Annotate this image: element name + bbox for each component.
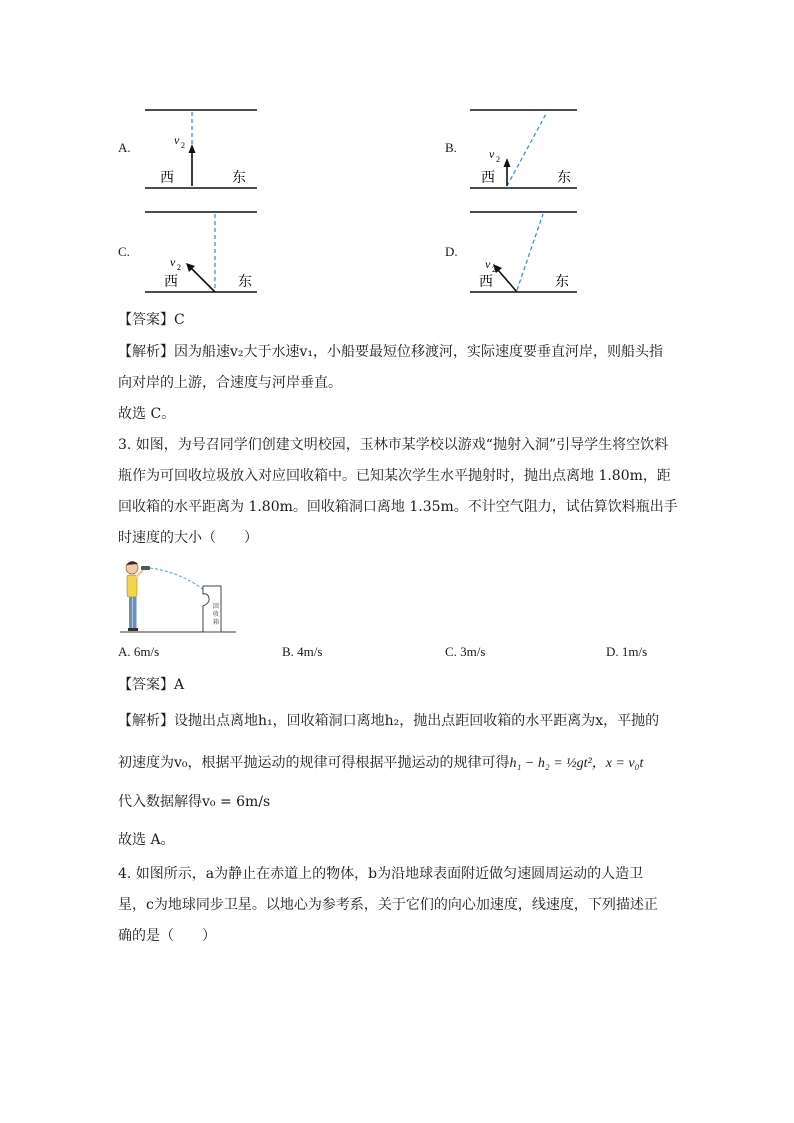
q3-line4: 时速度的大小（ ） — [118, 530, 258, 546]
q2-conclusion: 故选 C。 — [118, 406, 176, 422]
diagram-c-west: 西 — [164, 274, 178, 290]
option-b-letter: B. — [445, 140, 457, 155]
svg-text:v: v — [489, 147, 495, 161]
diagram-b — [465, 100, 590, 195]
option-c-letter: C. — [118, 244, 130, 259]
q3-conclusion: 故选 A。 — [118, 832, 175, 848]
box-char-3: 箱 — [213, 619, 220, 626]
option-a-letter: A. — [118, 140, 131, 155]
svg-text:v: v — [170, 255, 176, 269]
diagram-c-east: 东 — [238, 274, 252, 290]
q3-line3: 回收箱的水平距离为 1.80m。回收箱洞口离地 1.35m。不计空气阻力，试估算饮料瓶出手 — [118, 499, 678, 515]
q4-line2: 星，c为地球同步卫星。以地心为参考系，关于它们的向心加速度，线速度，下列描述正 — [118, 897, 658, 913]
svg-text:2: 2 — [496, 155, 500, 164]
diagram-a-arrow-head — [189, 144, 196, 153]
q3-option-c: C. 3m/s — [445, 644, 486, 659]
svg-text:2: 2 — [492, 265, 496, 274]
diagram-a-v-sub: 2 — [181, 141, 185, 150]
q3-analysis-line2: 初速度为v₀，根据平抛运动的规律可得根据平抛运动的规律可得h₁ − h₂ = ½gt²，x = v₀t — [118, 755, 644, 771]
q2-answer: 【答案】C — [118, 312, 185, 328]
q3-analysis-line3: 代入数据解得v₀ = 6m/s — [118, 794, 271, 810]
q3-option-b: B. 4m/s — [282, 644, 323, 659]
diagram-a-west: 西 — [160, 170, 174, 186]
q3-option-a: A. 6m/s — [118, 644, 160, 659]
diagram-c — [140, 202, 265, 297]
svg-text:2: 2 — [177, 263, 181, 272]
diagram-b-west: 西 — [481, 170, 495, 186]
q2-analysis-line1: 【解析】因为船速v₂大于水速v₁，小船要最短位移渡河，实际速度要垂直河岸，则船头指 — [118, 344, 664, 360]
q4-line1: 4. 如图所示，a为静止在赤道上的物体，b为沿地球表面附近做匀速圆周运动的人造卫 — [118, 866, 644, 882]
diagram-a-v-label: v — [174, 133, 180, 147]
option-d-letter: D. — [445, 244, 458, 259]
box-char-2: 收 — [213, 611, 220, 618]
bottle — [141, 566, 150, 570]
diagram-b-path — [507, 112, 547, 186]
trajectory — [150, 568, 204, 590]
diagram-c-velocity-arrow — [191, 268, 215, 292]
diagram-a-east: 东 — [232, 170, 246, 186]
diagram-d-east: 东 — [555, 274, 569, 290]
diagram-d-west: 西 — [479, 274, 493, 290]
svg-text:v: v — [485, 257, 491, 271]
diagram-d-velocity-arrow — [498, 270, 517, 292]
q3-answer: 【答案】A — [118, 677, 185, 693]
box-char-1: 回 — [213, 603, 220, 610]
diagram-d-path — [517, 214, 543, 290]
q4-line3: 确的是（ ） — [118, 928, 216, 944]
q3-line1: 3. 如图，为号召同学们创建文明校园，玉林市某学校以游戏“抛射入洞”引导学生将空饮料 — [118, 437, 669, 453]
q3-formula: h₁ − h₂ = ½gt²，x = v₀t — [509, 756, 644, 771]
q3-option-d: D. 1m/s — [606, 644, 648, 659]
q3-line2: 瓶作为可回收垃圾放入对应回收箱中。已知某次学生水平抛射时，抛出点离地 1.80m，距 — [118, 468, 671, 484]
q3-illustration — [118, 556, 243, 636]
diagram-d — [465, 202, 590, 297]
q2-analysis-line2: 向对岸的上游，合速度与河岸垂直。 — [118, 375, 342, 391]
diagram-b-east: 东 — [557, 170, 571, 186]
diagram-a — [140, 100, 265, 195]
q3-analysis-line1: 【解析】设抛出点离地h₁，回收箱洞口离地h₂，抛出点距回收箱的水平距离为x，平抛的 — [118, 713, 660, 729]
student-figure — [126, 561, 143, 631]
